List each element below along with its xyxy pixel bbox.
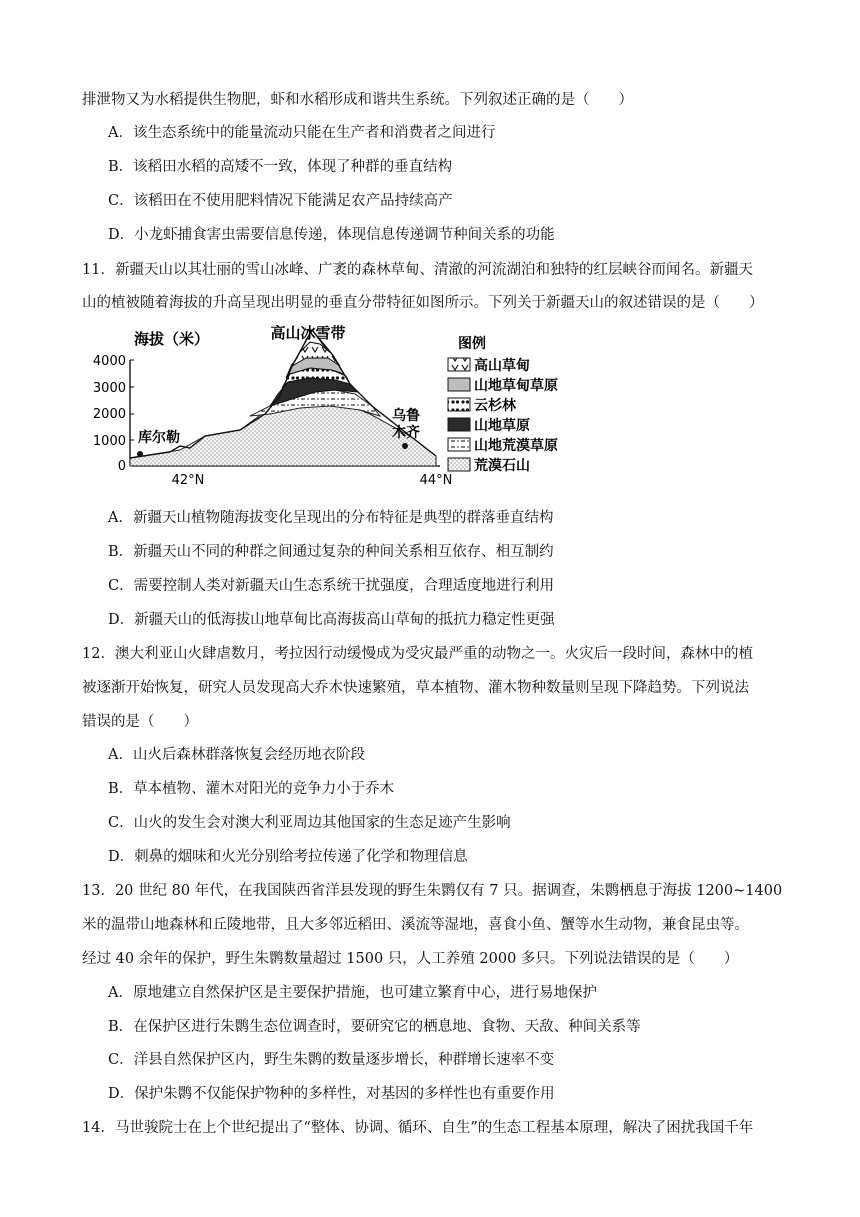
legend-title: 图例: [458, 336, 486, 352]
legend: [448, 357, 558, 474]
korla-marker: [137, 451, 143, 457]
tianshan-profile-svg: [92, 318, 580, 488]
y-tick-3000: 3000: [92, 381, 126, 396]
q14-stem-line1: 14．马世骏院士在上个世纪提出了“整体、协调、循环、自生”的生态工程基本原理，解决了困扰我国千年: [82, 1120, 754, 1136]
q10-option-a: A．该生态系统中的能量流动只能在生产者和消费者之间进行: [108, 125, 496, 141]
q10-option-c: C．该稻田在不使用肥料情况下能满足农产品持续高产: [108, 193, 453, 209]
q12-option-c: C．山火的发生会对澳大利亚周边其他国家的生态足迹产生影响: [108, 815, 511, 831]
korla-label: 库尔勒: [138, 430, 180, 446]
y-tick-2000: 2000: [92, 407, 126, 422]
x-tick-44n: 44°N: [419, 473, 453, 488]
urumqi-marker: [402, 443, 408, 449]
q13-option-b: B．在保护区进行朱鹮生态位调查时，要研究它的栖息地、食物、天敌、种间关系等: [108, 1019, 641, 1035]
q12-stem-line3: 错误的是（ ）: [82, 714, 198, 730]
urumqi-label-2: 木齐: [392, 425, 420, 441]
q12-option-d: D．刺鼻的烟味和火光分别给考拉传递了化学和物理信息: [108, 849, 468, 865]
q13-stem-line1: 13．20 世纪 80 年代，在我国陕西省洋县发现的野生朱鹮仅有 7 只。据调查，朱鹮栖息于海拔 1200~1400: [82, 883, 783, 899]
legend-mountain-meadow-steppe: 山地草甸草原: [474, 378, 558, 394]
q10-stem-continuation: 排泄物又为水稻提供生物肥，虾和水稻形成和谐共生系统。下列叙述正确的是（ ）: [82, 92, 633, 108]
x-tick-42n: 42°N: [171, 473, 205, 488]
q13-stem-line3: 经过 40 余年的保护，野生朱鹮数量超过 1500 只，人工养殖 2000 多只。下列说法错误的是（ ）: [82, 951, 739, 967]
urumqi-label-1: 乌鲁: [392, 408, 420, 424]
q12-stem-line1: 12．澳大利亚山火肆虐数月，考拉因行动缓慢成为受灾最严重的动物之一。火灾后一段时间，森林中的植: [82, 646, 753, 662]
tianshan-vegetation-figure: [92, 318, 580, 488]
legend-mountain-steppe: 山地草原: [474, 418, 530, 434]
q13-option-a: A．原地建立自然保护区是主要保护措施，也可建立繁育中心，进行易地保护: [108, 985, 597, 1001]
y-tick-4000: 4000: [92, 354, 126, 369]
q13-option-c: C．洋县自然保护区内，野生朱鹮的数量逐步增长，种群增长速率不变: [108, 1052, 555, 1068]
q10-option-b: B．该稻田水稻的高矮不一致，体现了种群的垂直结构: [108, 159, 453, 175]
q12-stem-line2: 被逐渐开始恢复，研究人员发现高大乔木快速繁殖，草本植物、灌木物种数量则呈现下降趋势。下列说法: [82, 680, 749, 696]
y-axis-label: 海拔（米）: [134, 330, 210, 348]
q11-option-b: B．新疆天山不同的种群之间通过复杂的种间关系相互依存、相互制约: [108, 544, 554, 560]
q11-option-c: C．需要控制人类对新疆天山生态系统干扰强度，合理适度地进行利用: [108, 578, 555, 594]
q13-option-d: D．保护朱鹮不仅能保护物种的多样性，对基因的多样性也有重要作用: [108, 1086, 555, 1102]
q11-stem-line1: 11．新疆天山以其壮丽的雪山冰峰、广袤的森林草甸、清澈的河流湖泊和独特的红层峡谷而闻名。新疆天: [82, 262, 753, 278]
q13-stem-line2: 米的温带山地森林和丘陵地带，且大多邻近稻田、溪流等湿地，喜食小鱼、蟹等水生动物，兼食昆虫等。: [82, 917, 749, 933]
q12-option-a: A．山火后森林群落恢复会经历地衣阶段: [108, 747, 365, 763]
legend-mountain-desert-steppe: 山地荒漠草原: [474, 438, 558, 454]
q10-option-d: D．小龙虾捕食害虫需要信息传递，体现信息传递调节种间关系的功能: [108, 227, 555, 243]
legend-desert-rocky: 荒漠石山: [474, 458, 530, 474]
legend-spruce-forest: 云杉林: [474, 398, 516, 414]
q11-option-d: D．新疆天山的低海拔山地草甸比高海拔高山草甸的抵抗力稳定性更强: [108, 612, 555, 628]
peak-label: 高山冰雪带: [270, 324, 346, 342]
q12-option-b: B．草本植物、灌木对阳光的竞争力小于乔木: [108, 781, 395, 797]
q11-option-a: A．新疆天山植物随海拔变化呈现出的分布特征是典型的群落垂直结构: [108, 510, 554, 526]
q11-stem-line2: 山的植被随着海拔的升高呈现出明显的垂直分带特征如图所示。下列关于新疆天山的叙述错误的是（ ）: [82, 295, 764, 311]
y-tick-1000: 1000: [92, 434, 126, 449]
legend-alpine-meadow: 高山草甸: [474, 358, 530, 374]
y-tick-0: 0: [117, 459, 126, 474]
